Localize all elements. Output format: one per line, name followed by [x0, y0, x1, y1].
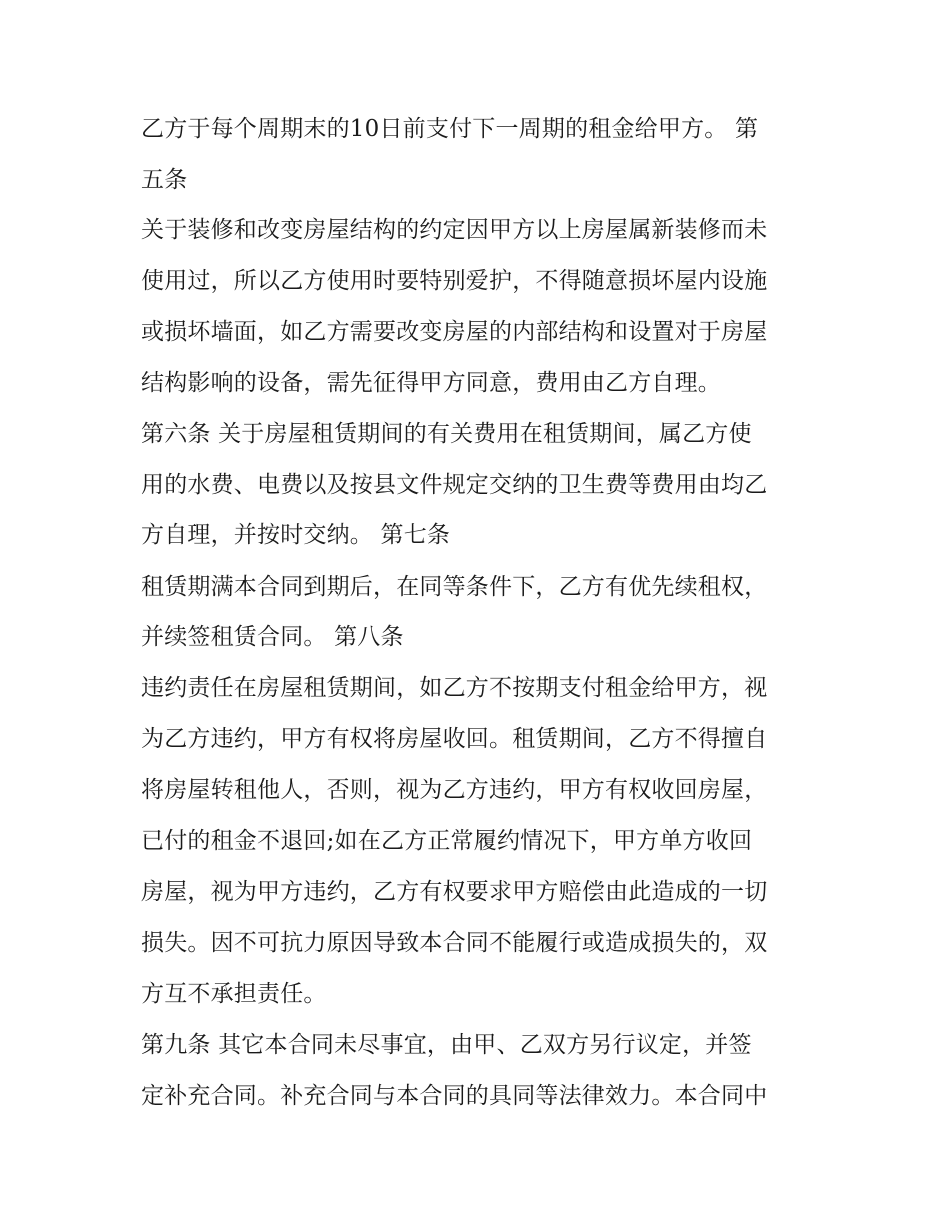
text-line: 损失。因不可抗力原因导致本合同不能履行或造成损失的，双 — [141, 930, 768, 956]
text-line: 已付的租金不退回;如在乙方正常履约情况下，甲方单方收回 — [141, 828, 753, 854]
text-line: 使用过，所以乙方使用时要特别爱护，不得随意损坏屋内设施 — [141, 268, 768, 294]
text-line: 租赁期满本合同到期后，在同等条件下，乙方有优先续租权， — [141, 574, 768, 600]
text-line: 房屋，视为甲方违约，乙方有权要求甲方赔偿由此造成的一切 — [141, 879, 768, 905]
text-line: 第九条 其它本合同未尽事宜，由甲、乙双方另行议定，并签 — [141, 1032, 752, 1058]
text-line: 违约责任在房屋租赁期间，如乙方不按期支付租金给甲方，视 — [141, 675, 768, 701]
text-line: 将房屋转租他人，否则，视为乙方违约，甲方有权收回房屋， — [141, 777, 768, 803]
text-line: 为乙方违约，甲方有权将房屋收回。租赁期间，乙方不得擅自 — [141, 726, 768, 752]
text-line: 五条 — [141, 167, 188, 193]
text-line: 方互不承担责任。 — [141, 981, 327, 1007]
text-line: 结构影响的设备，需先征得甲方同意，费用由乙方自理。 — [141, 370, 721, 396]
text-line: 关于装修和改变房屋结构的约定因甲方以上房屋属新装修而未 — [141, 217, 768, 243]
text-line: 定补充合同。补充合同与本合同的具同等法律效力。本合同中 — [141, 1083, 768, 1109]
text-line: 方自理，并按时交纳。 第七条 — [141, 522, 451, 548]
text-line: 并续签租赁合同。 第八条 — [141, 624, 404, 650]
text-line: 乙方于每个周期末的10日前支付下一周期的租金给甲方。 第 — [141, 116, 759, 142]
text-line: 用的水费、电费以及按县文件规定交纳的卫生费等费用由均乙 — [141, 472, 768, 498]
text-line: 第六条 关于房屋租赁期间的有关费用在租赁期间，属乙方使 — [141, 421, 752, 447]
text-line: 或损坏墙面，如乙方需要改变房屋的内部结构和设置对于房屋 — [141, 319, 768, 345]
